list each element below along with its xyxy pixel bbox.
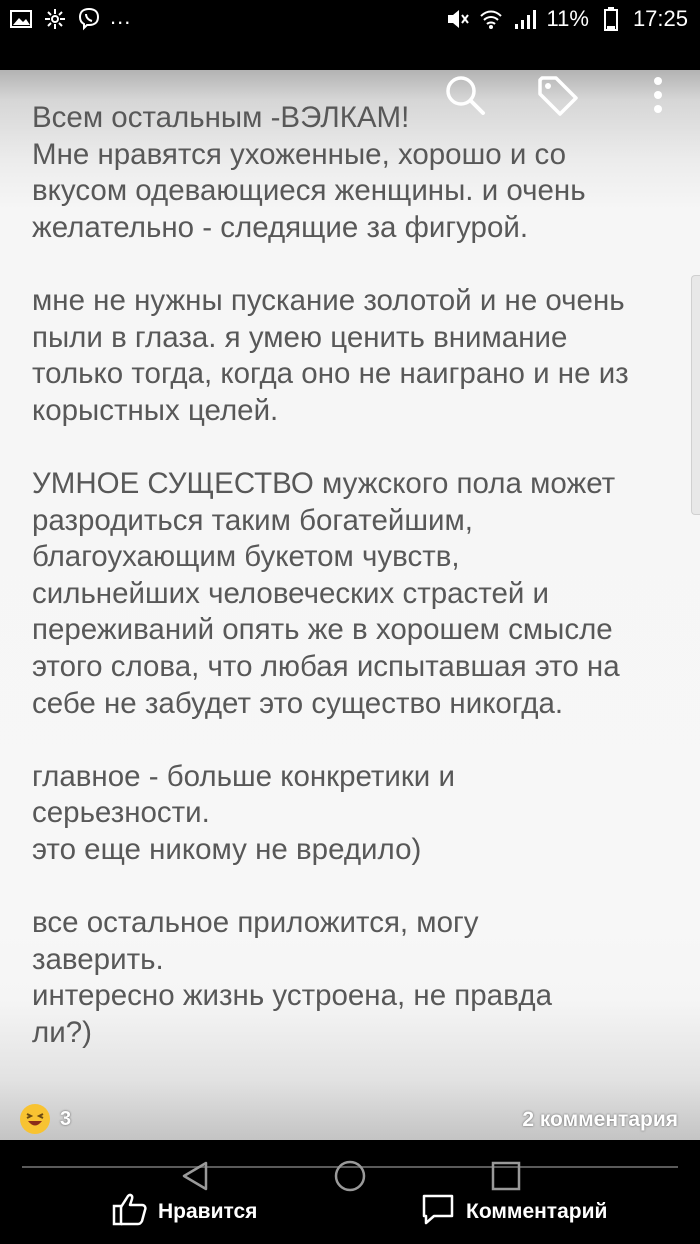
status-system (445, 6, 688, 32)
mute-icon (445, 6, 469, 32)
home-nav-icon[interactable] (330, 1156, 370, 1196)
reaction-count: 3 (60, 1107, 72, 1130)
comment-button[interactable] (420, 1190, 607, 1234)
more-notifications: ... (110, 4, 132, 29)
viber-icon (76, 6, 102, 32)
clock: 17:25 (632, 6, 688, 31)
image-icon (8, 6, 34, 32)
status-bar (0, 0, 700, 42)
like-label: Нравится (158, 1200, 258, 1223)
comment-bubble-icon (420, 1192, 456, 1232)
post-text: Всем остальным -ВЭЛКАМ! Мне нравятся ухоженные, хорошо и со вкусом одевающиеся женщины. и очень желательно - следящие за фигурой. мне не нужны пускание золотой и не очень пыли в глаза. я умею ценить внимание только тогда, когда оно не наиграно и не из корыстных целей. УМНОЕ СУЩЕСТВО мужского пола может разродиться таким богатейшим, благоухающим букетом чувств, сильнейших человеческих страстей и переживаний опять же в хорошем смысле этого слова, что любая испытавшая это на себе не забудет это существо никогда. главное - больше конкретики и серьезности. это еще никому не вредило) все остальное приложится, могу заверить. интересно жизнь устроена, не правда ли?) (32, 101, 629, 1049)
status-notifications (8, 6, 131, 32)
reactions-summary[interactable] (20, 1104, 71, 1134)
comments-count-link[interactable]: 2 комментария (522, 1108, 678, 1131)
wifi-icon (479, 6, 503, 32)
bottom-bar (0, 1140, 700, 1244)
laughing-emoji-icon (20, 1104, 50, 1134)
thumbs-up-icon (112, 1192, 148, 1232)
scrollbar[interactable] (691, 275, 700, 515)
pinwheel-icon (42, 6, 68, 32)
battery-percent: 11% (546, 6, 589, 31)
signal-icon (513, 6, 537, 32)
comment-label: Комментарий (466, 1200, 608, 1223)
battery-icon (599, 6, 623, 32)
like-button[interactable] (112, 1190, 257, 1234)
